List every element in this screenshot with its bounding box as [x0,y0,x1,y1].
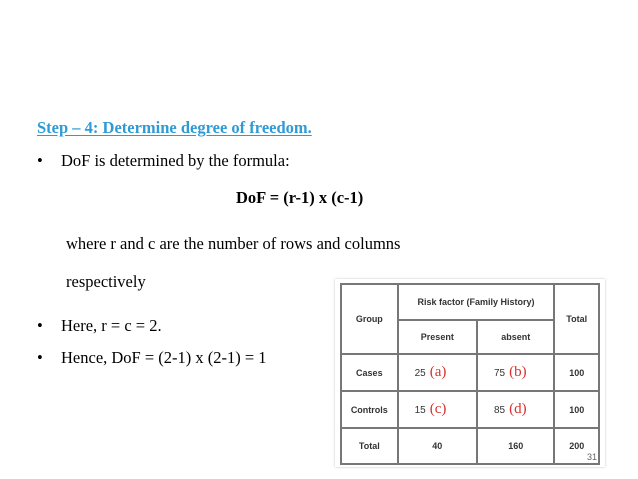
bullet-dot: • [37,348,43,367]
bullet-dof-result [37,348,267,368]
explanation-line-2: respectively [66,272,146,291]
header-absent: absent [477,320,554,354]
bullet-r-c-values [37,316,162,336]
cell-present: 40 [398,428,477,464]
bullet-dot: • [37,151,43,170]
slide-heading: Step – 4: Determine degree of freedom. [37,118,312,137]
header-present: Present [398,320,477,354]
header-total: Total [554,284,599,354]
cell-count: 85 [494,405,506,416]
row-label: Total [341,428,398,464]
cell-absent [477,354,554,391]
cell-present [398,391,477,428]
cell-total: 200 [554,428,599,464]
table-row [341,391,599,428]
page-number: 31 [586,452,597,462]
contingency-table [340,283,600,465]
cell-absent: 160 [477,428,554,464]
cell-tag: (b) [509,364,527,380]
cell-tag: (d) [509,401,527,417]
cell-total: 100 [554,354,599,391]
cell-absent [477,391,554,428]
cell-count: 25 [414,368,426,379]
cell-total: 100 [554,391,599,428]
cell-tag: (c) [429,401,447,417]
cell-tag: (a) [429,364,447,380]
bullet-text: Here, r = c = 2. [61,316,162,335]
cell-count: 75 [494,368,506,379]
header-group: Group [341,284,398,354]
bullet-dof-formula [37,151,290,171]
cell-present [398,354,477,391]
header-risk-factor: Risk factor (Family History) [398,284,555,320]
explanation-line-1: where r and c are the number of rows and columns [66,234,401,253]
dof-formula: DoF = (r-1) x (c-1) [236,188,364,207]
table-row [341,354,599,391]
cell-count: 15 [414,405,426,416]
row-label: Cases [341,354,398,391]
bullet-text: DoF is determined by the formula: [61,151,290,170]
table-row [341,428,599,464]
row-label: Controls [341,391,398,428]
bullet-text: Hence, DoF = (2-1) x (2-1) = 1 [61,348,267,367]
bullet-dot: • [37,316,43,335]
contingency-table-image [335,279,605,467]
